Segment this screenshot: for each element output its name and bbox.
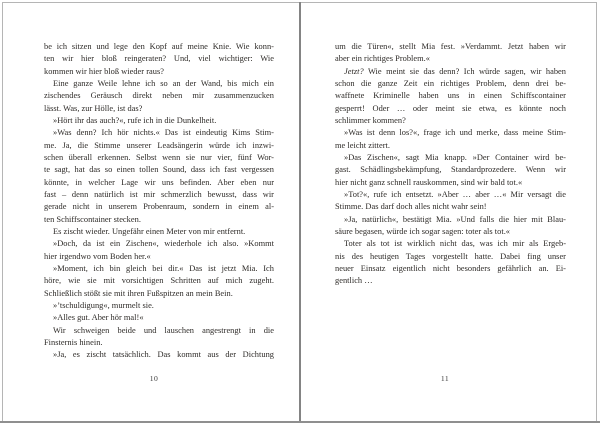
text-line: schen überall erkennen. Selbst wenn sie nur vier, fünf Wor- (44, 152, 274, 162)
paragraph (44, 300, 274, 312)
paragraph (335, 189, 566, 214)
text-line: »Ja, es zischt tatsächlich. Das kommt aus der Dichtung (53, 350, 274, 360)
text-line: me leicht zittert. (335, 140, 391, 150)
text-line: Es zischt wieder. Ungefähr einen Meter von mir entfernt. (53, 226, 246, 236)
paragraph (335, 127, 566, 152)
text-line: gesperrt! Oder … oder meint sie etwa, es könnte noch (335, 103, 566, 113)
text-line: »Alles gut. Aber hör mal!« (53, 313, 144, 323)
text-line: aber ein richtiges Problem.« (335, 54, 430, 64)
text-line: schon die ganze Zeit ein richtiges Problem, denn drei be- (335, 78, 566, 88)
paragraph (335, 214, 566, 239)
paragraph (44, 325, 274, 350)
text-line: Finsternis hinein. (44, 337, 103, 347)
paragraph (44, 349, 274, 361)
text-line: »’tschuldigung«, murmelt sie. (53, 300, 154, 310)
text-line: Eine ganze Weile lehne ich so an der Wand, bis mich ein (53, 78, 274, 88)
text-line: säure begasen, würde ich sogar sagen: toter als tot.« (335, 226, 511, 236)
page-number-left: 10 (149, 374, 159, 383)
text-line: um die Türen«, stellt Mia fest. »Verdammt. Jetzt haben wir (335, 42, 566, 51)
paragraph (44, 78, 274, 115)
text-line: lässt. Was, zur Hölle, ist das? (44, 103, 143, 113)
paragraph (44, 127, 274, 226)
text-line: me. Ja, die Stimme unserer Leadsängerin würde ich inzwi- (44, 140, 274, 150)
text-line: hier irgendwo vom Boden her.« (44, 251, 151, 261)
text-line: hier nicht ganz schnell rauskommen, sind wir bald tot.« (335, 177, 523, 187)
text-line: könnte, in welcher Lage wir uns befinden. Aber eben nur (44, 177, 274, 187)
text-line: Toter als tot ist wirklich nicht das, was ich mir als Ergeb- (344, 239, 566, 249)
text-line: Jetzt? Wie meint sie das denn? Ich würde sagen, wir haben (344, 66, 566, 76)
text-line: kommen wir hier bloß wieder raus? (44, 66, 164, 76)
text-line: Schließlich stößt sie mit ihren Fußspitzen an mein Bein. (44, 288, 233, 298)
text-line: Stimme. Das darf doch alles nicht wahr sein! (335, 202, 487, 212)
paragraph (335, 66, 566, 128)
text-line: schlimmer kommen? (335, 115, 406, 125)
paragraph (44, 41, 274, 78)
text-line: »Was denn? Ich hör nichts.« Das ist eindeutig Kims Stim- (53, 128, 274, 138)
page-divider (299, 2, 301, 421)
text-line: »Das Zischen«, sagt Mia knapp. »Der Container wird be- (344, 152, 566, 162)
paragraph (335, 152, 566, 189)
page-number-right: 11 (440, 374, 450, 383)
text-line: gentlich … (335, 276, 373, 286)
text-line: neuer Einsatz eigentlich nicht besonders gefährlich an. Ei- (335, 263, 566, 273)
text-line: gerade nicht in unserem Probenraum, sondern in einem al- (44, 202, 274, 212)
page-left-text (44, 41, 274, 362)
text-line: »Tot?«, rufe ich entsetzt. »Aber … aber …« Mir versagt die (344, 189, 566, 199)
text-line: ten Schiffscontainer stecken. (44, 214, 141, 224)
text-line: nis des heutigen Tages vorgestellt hatte. Dabei fing unser (335, 251, 566, 261)
text-line: zischendes Geräusch direkt neben mir zusammenzucken (44, 91, 274, 101)
text-line: waffnete Kriminelle haben uns in einen Schiffscontainer (335, 91, 566, 101)
paragraph (44, 115, 274, 127)
text-line: »Moment, ich bin gleich bei dir.« Das ist jetzt Mia. Ich (53, 263, 274, 273)
bottom-rule (0, 421, 600, 423)
text-line: ten wir hier bloß reingeraten? Und, viel wichtiger: Wie (44, 54, 274, 64)
paragraph (44, 312, 274, 324)
paragraph (44, 238, 274, 263)
paragraph (335, 238, 566, 287)
page-right-text (335, 41, 566, 288)
text-line: »Was ist denn los?«, frage ich und merke, dass meine Stim- (344, 128, 566, 138)
paragraph (44, 263, 274, 300)
text-line: »Doch, da ist ein Zischen«, wiederhole ich also. »Kommt (53, 239, 274, 249)
text-line: Wir schweigen beide und lauschen angestrengt in die (53, 325, 274, 335)
paragraph (335, 41, 566, 66)
text-line: gast. Schädlingsbekämpfung, Standardprozedere. Wenn wir (335, 165, 566, 175)
text-line: »Ja, natürlich«, bestätigt Mia. »Und falls die hier mit Blau- (344, 214, 566, 224)
text-line: fast – denn natürlich ist mir schmerzlich bewusst, dass wir (44, 189, 274, 199)
paragraph (44, 226, 274, 238)
text-line: höre, wie sie mit vorsichtigen Schritten auf mich zugeht. (44, 276, 274, 286)
text-line: te sagt, hat das so einen tollen Sound, dass ich fast vergessen (44, 165, 274, 175)
text-line: be ich sitzen und lege den Kopf auf meine Knie. Wie konn- (44, 42, 274, 51)
text-line: »Hört ihr das auch?«, rufe ich in die Dunkelheit. (53, 115, 217, 125)
